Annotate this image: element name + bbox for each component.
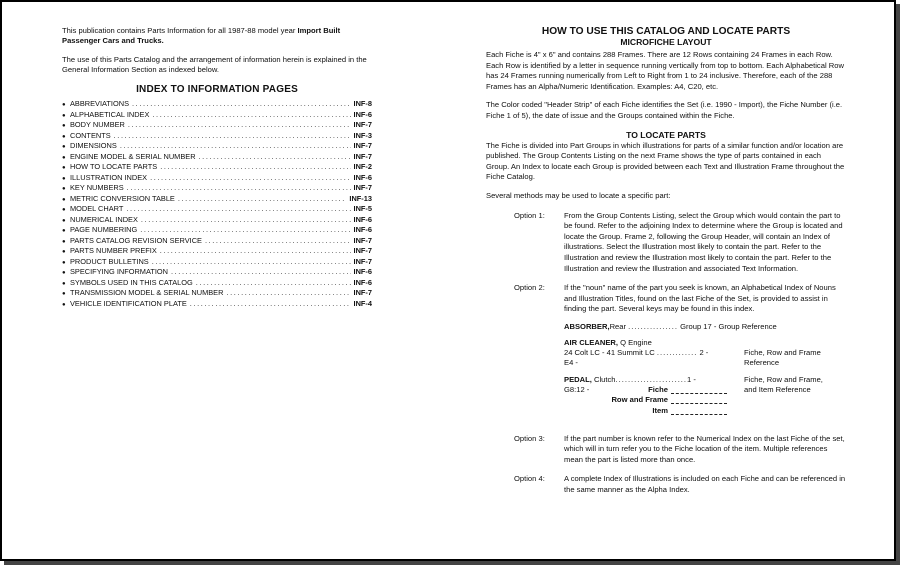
index-entry-name: ILLUSTRATION INDEX	[70, 172, 148, 182]
index-entry-name: PARTS NUMBER PREFIX	[70, 246, 157, 255]
bullet-icon: ●	[62, 270, 66, 276]
section-title-microfiche: MICROFICHE LAYOUT	[620, 37, 712, 47]
index-entry	[62, 257, 372, 268]
index-entry-page: INF-5	[353, 204, 372, 213]
option-label: Option 4:	[514, 474, 545, 484]
index-entry	[62, 278, 372, 289]
bullet-icon: ●	[62, 291, 66, 297]
slot-row-frame: Row and Frame	[564, 395, 846, 405]
example-modifier: Clutch	[591, 374, 616, 384]
index-entry	[62, 299, 372, 310]
dot-leader	[152, 257, 351, 267]
example-modifier: Rear	[609, 321, 627, 331]
index-entry-page: INF-6	[353, 277, 372, 287]
dot-leader	[226, 288, 350, 298]
index-entry-name: SPECIFYING INFORMATION	[70, 267, 168, 276]
bullet-icon: ●	[62, 228, 66, 234]
example-dots: .............	[656, 348, 698, 358]
index-entry-name: PRODUCT BULLETINS	[70, 256, 149, 266]
bullet-icon: ●	[62, 112, 66, 119]
dot-leader	[114, 131, 351, 141]
option-text: From the Group Contents Listing, select the Group which would contain the part to be found. Refer to the adjoining Index to determine where the Group is located and locate the Group. Frame 2, following the Group Header, will contain an Index of illustrations. Select the Illustration most likely to contain the part. Refer to the Illustration and review the Illustration most likely to contain the part. Refer to the Illustration and review the Illustration and associated Text Information.	[564, 210, 843, 273]
index-entry-page: INF-7	[353, 235, 372, 245]
paragraph-fiche-layout: Each Fiche is 4" x 6" and contains 288 Frames. There are 12 Rows containing 24 Frames in each Row. Each Row is identified by a letter in sequence running vertically from top to bottom. Each Alphabetical Row has 24 Frames running numerically from Left to Right from 1 to 24 inclusive. Therefore, each of the 288 Frames has an Alpha/Numeric Identification. Examples: A4, C20, etc.	[486, 50, 844, 91]
index-entry-page: INF-7	[353, 141, 372, 150]
option-text: If the part number is known refer to the Numerical Index on the last Fiche of the set, which will in turn refer you to the Fiche location of the item. Multiple references mean the part is listed more than once.	[564, 433, 845, 464]
dot-leader	[127, 183, 351, 193]
option-4	[486, 474, 846, 495]
example-reference: Fiche, Row and Frame,	[744, 374, 823, 384]
index-entry-page: INF-7	[353, 256, 372, 266]
index-entry-name: TRANSMISSION MODEL & SERIAL NUMBER	[70, 288, 224, 297]
index-entry-name: NUMERICAL INDEX	[70, 214, 138, 224]
left-column	[62, 26, 372, 309]
page-title: HOW TO USE THIS CATALOG AND LOCATE PARTS	[541, 26, 791, 37]
example-noun: ABSORBER,	[564, 321, 610, 331]
index-entry-page: INF-7	[353, 183, 372, 192]
option-label: Option 2:	[514, 283, 545, 293]
dot-leader	[196, 278, 351, 288]
example-reference-cont: Reference	[744, 358, 780, 368]
noun-index-example	[564, 322, 846, 416]
index-entry-name: KEY NUMBERS	[70, 183, 124, 192]
dot-leader	[160, 162, 350, 172]
example-modifier: Q Engine	[618, 338, 652, 348]
dot-leader	[140, 225, 350, 235]
index-entry	[62, 141, 372, 152]
index-entry-name: METRIC CONVERSION TABLE	[70, 193, 175, 203]
option-label: Option 3:	[514, 433, 545, 443]
bullet-icon: ●	[62, 238, 66, 245]
example-code: 2 - E4 -	[564, 348, 709, 368]
index-entry-page: INF-3	[353, 130, 372, 140]
bullet-icon: ●	[62, 196, 66, 203]
option-2	[486, 283, 846, 416]
index-entry	[62, 225, 372, 236]
dot-leader	[141, 215, 351, 225]
index-entry-name: MODEL CHART	[70, 204, 124, 213]
index-entry-page: INF-6	[353, 214, 372, 224]
bullet-icon: ●	[62, 186, 66, 192]
dot-leader	[128, 120, 351, 130]
bullet-icon: ●	[62, 165, 66, 171]
index-entry-page: INF-7	[353, 120, 372, 129]
example-reference-cont: and Item Reference	[744, 384, 811, 394]
index-entry	[62, 131, 372, 142]
intro-paragraph-1	[62, 26, 372, 46]
bullet-icon: ●	[62, 154, 66, 161]
index-entry-name: ENGINE MODEL & SERIAL NUMBER	[70, 151, 196, 161]
index-entry-page: INF-2	[353, 162, 372, 171]
example-dots: .......................	[615, 374, 688, 384]
dot-leader	[152, 110, 350, 120]
bullet-icon: ●	[62, 259, 66, 266]
index-entry-name: VEHICLE IDENTIFICATION PLATE	[70, 298, 187, 308]
paragraph-methods: Several methods may be used to locate a specific part:	[486, 190, 671, 200]
bullet-icon: ●	[62, 249, 66, 255]
dot-leader	[190, 299, 351, 309]
option-text	[560, 283, 846, 416]
option-text: A complete Index of Illustrations is included on each Fiche and can be referenced in the same manner as the Alpha Index.	[564, 474, 846, 495]
bullet-icon: ●	[62, 301, 66, 308]
bullet-icon: ●	[62, 102, 66, 108]
option-3	[486, 434, 846, 466]
intro-text: This publication contains Parts Information for all 1987-88 model year	[62, 26, 298, 35]
dot-leader	[205, 236, 351, 246]
bullet-icon: ●	[62, 217, 66, 224]
index-entry	[62, 183, 372, 194]
index-entry	[62, 288, 372, 299]
dot-leader	[126, 204, 350, 214]
index-entry-page: INF-8	[353, 99, 372, 108]
bullet-icon: ●	[62, 207, 66, 213]
index-entry	[62, 236, 372, 247]
index-entry	[62, 110, 372, 121]
paragraph-part-groups: The Fiche is divided into Part Groups in which illustrations for parts of a similar function and/or location are published. The Group Contents Listing on the next Frame shows the type of parts contained in each Group. An Index to locate each Group is provided between each Text and Illustration Frame throughout the Fiche Catalog.	[486, 140, 845, 182]
example-code: 1 - G8:12 -	[564, 374, 696, 394]
index-entry	[62, 173, 372, 184]
index-entry-name: PAGE NUMBERING	[70, 225, 138, 234]
bullet-icon: ●	[62, 123, 66, 129]
example-reference: Fiche, Row and Frame	[744, 348, 821, 358]
index-entry-name: BODY NUMBER	[70, 120, 125, 129]
index-entry-name: DIMENSIONS	[70, 141, 117, 150]
index-entry-name: ABBREVIATIONS	[70, 99, 130, 108]
dot-leader	[171, 267, 351, 277]
section-title-locate: TO LOCATE PARTS	[626, 129, 706, 140]
index-entry-page: INF-7	[353, 288, 372, 297]
option-label: Option 1:	[514, 210, 545, 220]
example-reference: Group 17 - Group Reference	[680, 321, 777, 331]
paragraph-header-strip: The Color coded "Header Strip" of each Fiche identifies the Set (i.e. 1990 - Import), the Fiche Number (i.e. Fiche 1 of 5), the date of issue and the Groups contained within the Fiche.	[486, 100, 843, 120]
bullet-icon: ●	[62, 280, 66, 287]
index-entry-name: HOW TO LOCATE PARTS	[70, 162, 158, 171]
dot-leader	[160, 246, 351, 256]
index-entry-page: INF-6	[353, 225, 372, 234]
index-entry-page: INF-6	[353, 109, 372, 119]
index-entry	[62, 194, 372, 205]
dot-leader	[199, 152, 351, 162]
index-entry	[62, 267, 372, 278]
page-shadow-right	[896, 4, 900, 565]
index-entry	[62, 215, 372, 226]
intro-bold-text: Import Built Passenger Cars and Trucks.	[62, 26, 341, 45]
index-title: INDEX TO INFORMATION PAGES	[136, 84, 298, 95]
example-dots: ................	[628, 321, 678, 331]
index-entry-page: INF-6	[353, 172, 372, 182]
example-noun: PEDAL,	[564, 374, 592, 384]
index-entry	[62, 162, 372, 173]
index-entry	[62, 246, 372, 257]
slot-item: Item	[564, 406, 846, 416]
index-entry-name: CONTENTS	[70, 130, 111, 140]
right-column	[486, 26, 846, 505]
index-entry-page: INF-7	[353, 151, 372, 161]
index-entry	[62, 120, 372, 131]
example-air-cleaner	[564, 338, 846, 369]
intro-paragraph-2: The use of this Parts Catalog and the arrangement of information herein is explained in the General Information Section as indexed below.	[62, 55, 367, 74]
page-shadow-bottom	[4, 561, 900, 565]
index-entry	[62, 204, 372, 215]
example-pedal	[564, 375, 846, 416]
slot-fiche: Fiche	[564, 385, 846, 395]
intro	[62, 26, 372, 75]
index-entry	[62, 152, 372, 163]
dot-leader	[120, 141, 351, 151]
example-absorber	[564, 322, 846, 332]
example-models: 24 Colt LC - 41 Summit LC	[564, 348, 655, 358]
index-entry-page: INF-13	[349, 193, 372, 203]
bullet-icon: ●	[62, 175, 66, 182]
dot-leader	[132, 99, 351, 109]
dot-leader	[178, 194, 347, 204]
dot-leader	[150, 173, 350, 183]
index-entry	[62, 99, 372, 110]
bullet-icon: ●	[62, 144, 66, 150]
index-entry-page: INF-4	[353, 298, 372, 308]
index-entry-name: ALPHABETICAL INDEX	[70, 109, 150, 119]
index-entry-page: INF-6	[353, 267, 372, 276]
index-list	[62, 99, 372, 309]
option-text-body: If the "noun" name of the part you seek is known, an Alphabetical Index of Nouns and Illustration Titles, found on the last Fiche of the Set, is provided to assist in finding the part. Several keys may be found in this index.	[564, 283, 836, 314]
bullet-icon: ●	[62, 133, 66, 140]
index-entry-name: SYMBOLS USED IN THIS CATALOG	[70, 277, 193, 287]
example-noun: AIR CLEANER,	[564, 338, 619, 348]
index-entry-page: INF-7	[353, 246, 372, 255]
option-1	[486, 211, 846, 275]
index-entry-name: PARTS CATALOG REVISION SERVICE	[70, 235, 202, 245]
